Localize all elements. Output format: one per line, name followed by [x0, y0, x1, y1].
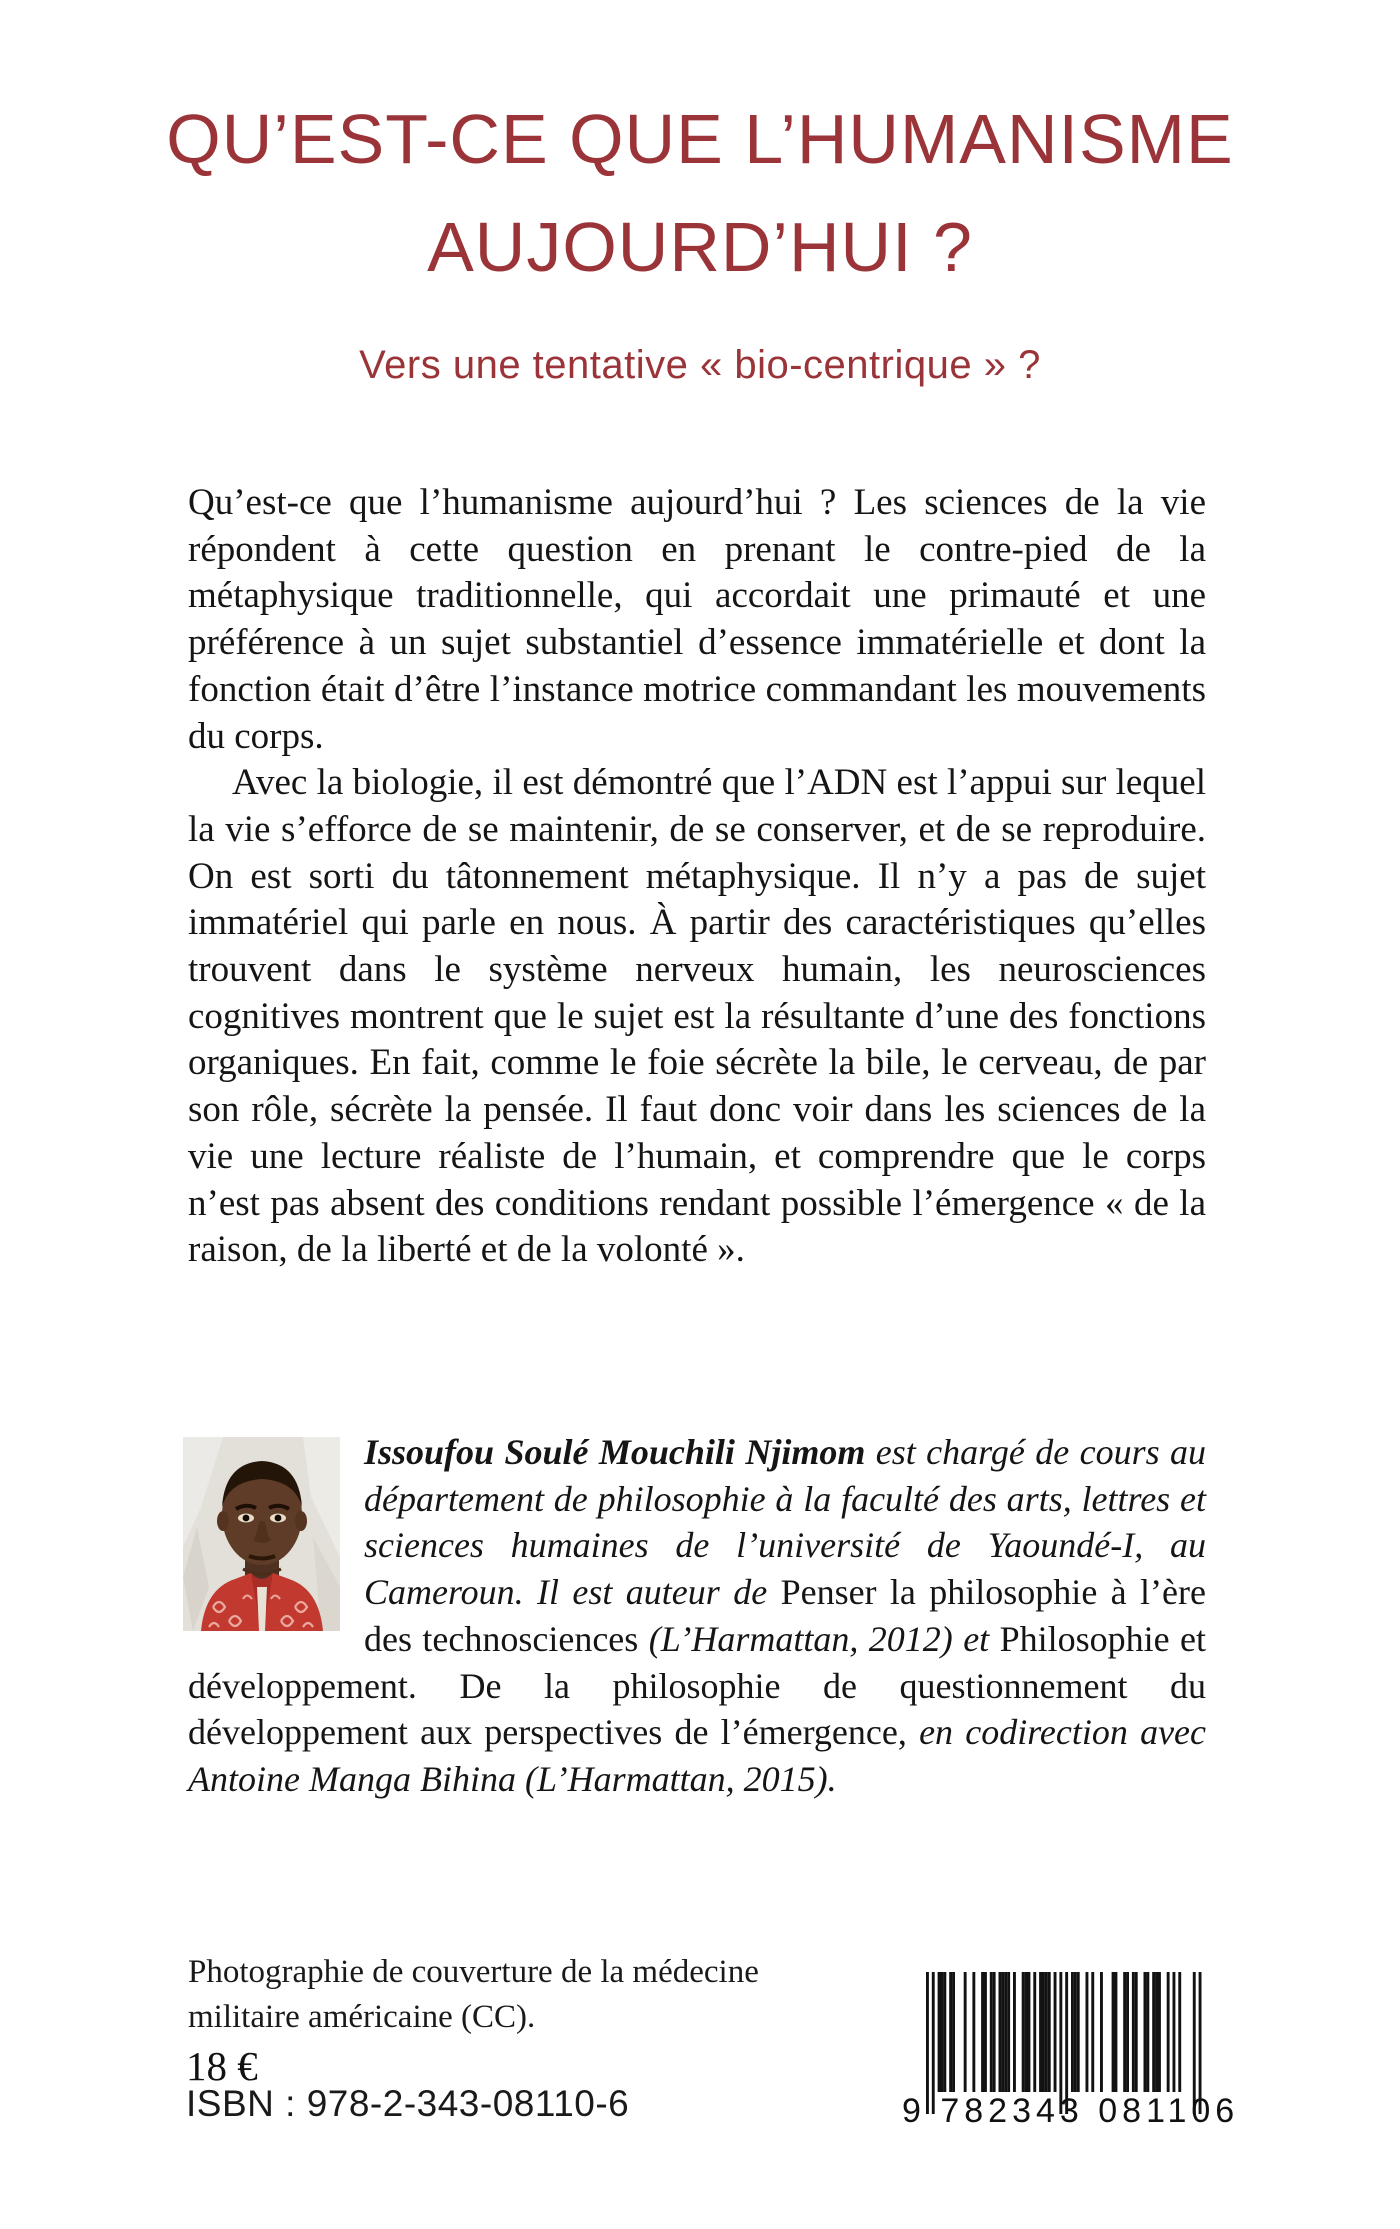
bio-book2-title: Philosophie et développement. De la philosophie de questionnement du développement aux perspectives de l’émergence, — [188, 1618, 1207, 1753]
bio-book1-title: Penser la philosophie à l’ère des technosciences — [364, 1572, 1206, 1659]
book-subtitle: Vers une tentative « bio-centrique » ? — [359, 343, 1041, 387]
price: 18 € — [186, 2043, 258, 2089]
author-photo-image — [183, 1437, 340, 1631]
credit-line-1: Photographie de couverture de la médecine — [188, 1954, 759, 1990]
book-title-line2: AUJOURD’HUI ? — [427, 208, 973, 286]
bio-text-end: en codirection avec Antoine Manga Bihina (L’Harmattan, 2015). — [188, 1712, 1207, 1799]
author-photo — [183, 1437, 340, 1631]
book-title-line1: QU’EST-CE QUE L’HUMANISME — [166, 100, 1234, 178]
synopsis-paragraph-2: Avec la biologie, il est démontré que l’ADN est l’appui sur lequel la vie s’efforce de se maintenir, de se conserver, et de se reproduire. On est sorti du tâtonnement métaphysique. Il n’y a pas de sujet immatériel qui parle en nous. À partir des caractéristiques qu’elles trouvent dans le système nerveux humain, les neurosciences cognitives montrent que le sujet est la résultante d’une des fonctions organiques. En fait, comme le foie sécrète la bile, le cerveau, de par son rôle, sécrète la pensée. Il faut donc voir dans les sciences de la vie une lecture réaliste de l’humain, et comprendre que le corps n’est pas absent des conditions rendant possible l’émergence « de la raison, de la liberté et de la volonté ». — [188, 762, 1206, 1271]
cover-photo-credit — [188, 1950, 788, 2040]
synopsis — [188, 480, 1206, 1274]
isbn-label: ISBN : 978-2-343-08110-6 — [186, 2083, 630, 2124]
synopsis-paragraph-1: Qu’est-ce que l’humanisme aujourd’hui ? Les sciences de la vie répondent à cette question en prenant le contre-pied de la métaphysique traditionnelle, qui accordait une primauté et une préférence à un sujet substantiel d’essence immatérielle et dont la fonction était d’être l’instance motrice commandant les mouvements du corps. — [188, 482, 1206, 757]
author-bio — [188, 1429, 1206, 1803]
credit-line-2: militaire américaine (CC). — [188, 1999, 536, 2035]
bio-text-role: est chargé de cours au département de philosophie à la faculté des arts, lettres et sciences humaines de l’université de Yaoundé-I, au Cameroun. Il est auteur de — [364, 1432, 1206, 1613]
bio-text-mid: (L’Harmattan, 2012) et — [638, 1618, 1000, 1659]
barcode-digits: 9 782343 081106 — [902, 2092, 1240, 2130]
author-name: Issoufou Soulé Mouchili Njimom — [364, 1432, 866, 1472]
